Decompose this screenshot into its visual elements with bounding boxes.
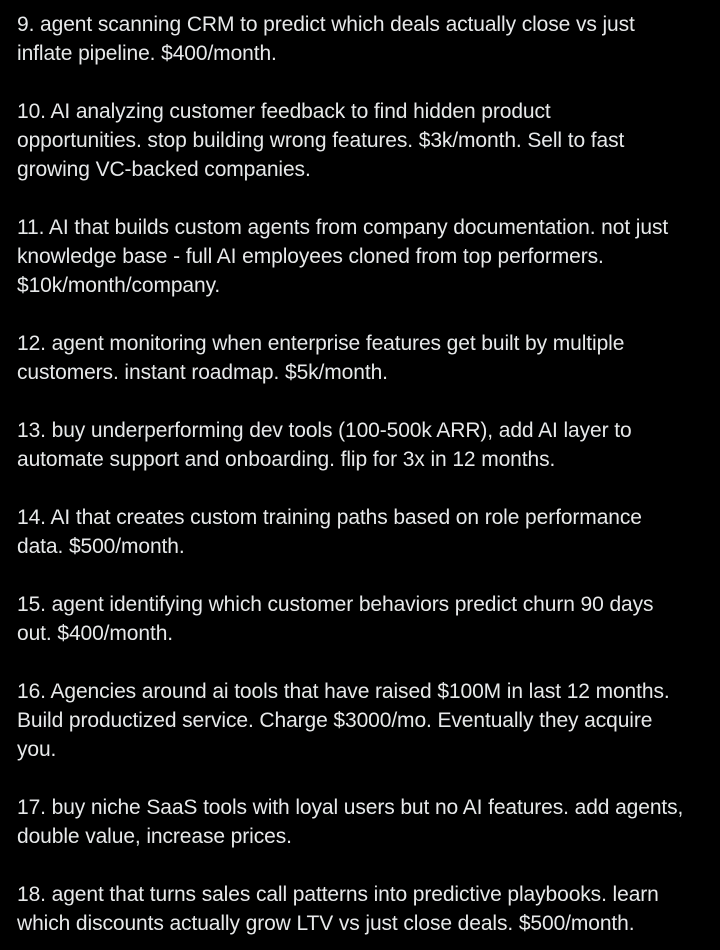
list-item-16: 16. Agencies around ai tools that have raised $100M in last 12 months. Build productized service. Charge $3000/mo. Eventually they acquire you. (17, 680, 670, 761)
list-item-14: 14. AI that creates custom training paths based on role performance data. $500/month. (17, 506, 642, 558)
list-item-11: 11. AI that builds custom agents from company documentation. not just knowledge base - full AI employees cloned from top performers. $10k/month/company. (17, 216, 669, 297)
list-item-18: 18. agent that turns sales call patterns into predictive playbooks. learn which discounts actually grow LTV vs just close deals. $500/month. (17, 883, 659, 935)
list-item-9: 9. agent scanning CRM to predict which deals actually close vs just inflate pipeline. $400/month. (17, 13, 635, 65)
list-item-12: 12. agent monitoring when enterprise features get built by multiple customers. instant roadmap. $5k/month. (17, 332, 625, 384)
list-item-17: 17. buy niche SaaS tools with loyal users but no AI features. add agents, double value, increase prices. (17, 796, 684, 848)
list-item-13: 13. buy underperforming dev tools (100-500k ARR), add AI layer to automate support and onboarding. flip for 3x in 12 months. (17, 419, 632, 471)
list-item-15: 15. agent identifying which customer behaviors predict churn 90 days out. $400/month. (17, 593, 654, 645)
list-item-10: 10. AI analyzing customer feedback to find hidden product opportunities. stop building wrong features. $3k/month. Sell to fast growing VC-backed companies. (17, 100, 625, 181)
